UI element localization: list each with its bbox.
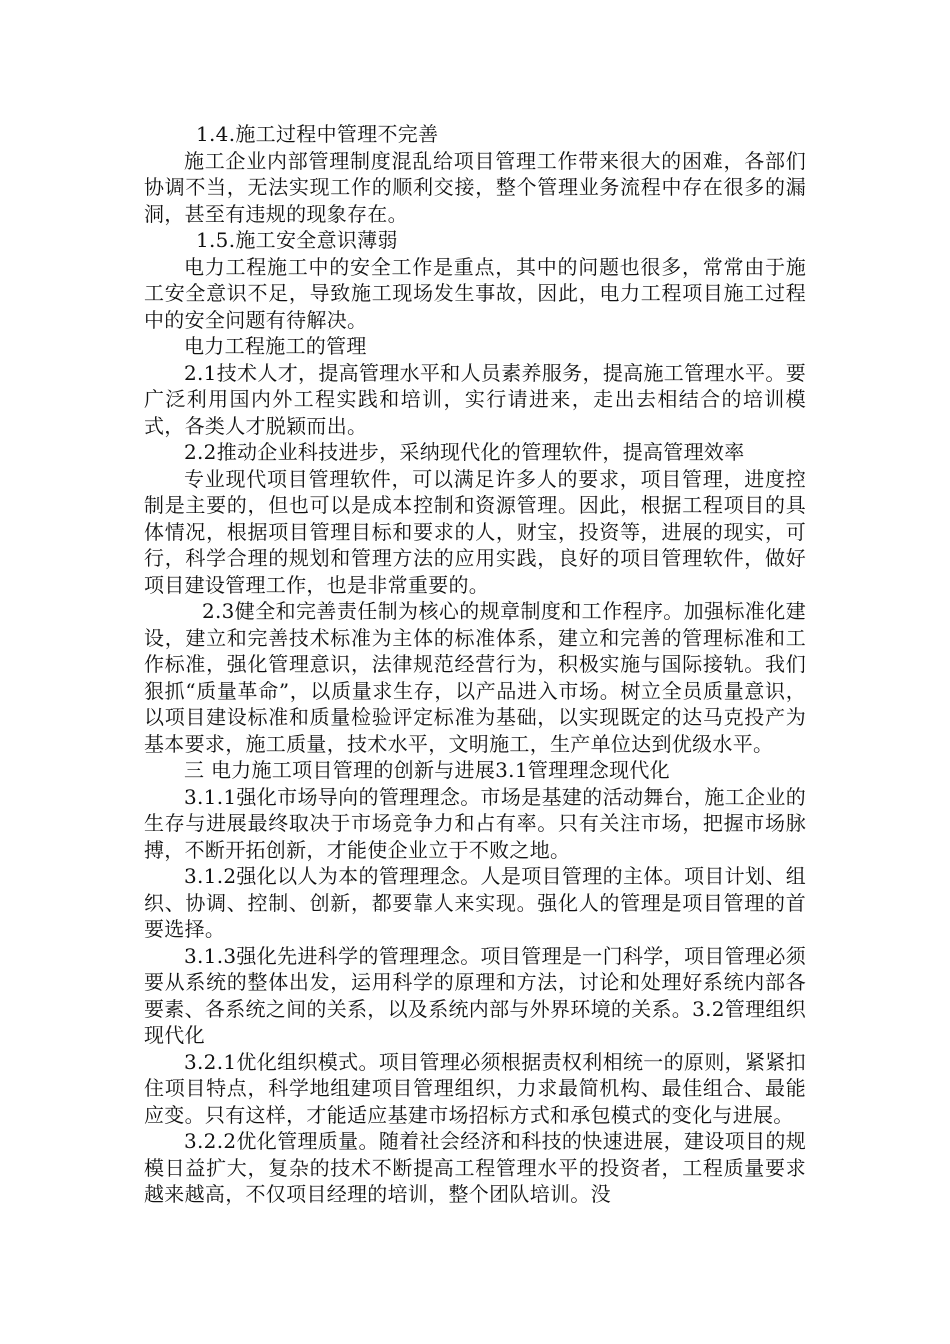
- section-heading-1-5: 1.5.施工安全意识薄弱: [196, 228, 398, 252]
- section-heading-2: 电力工程施工的管理: [184, 334, 367, 358]
- paragraph: 电力工程施工中的安全工作是重点，其中的问题也很多，常常由于施工安全意识不足，导致施工现场发生事故，因此，电力工程项目施工过程中的安全问题有待解决。: [144, 254, 806, 332]
- section-heading-3: 三 电力施工项目管理的创新与进展3.1管理理念现代化: [184, 758, 670, 782]
- paragraph: 2.1技术人才，提高管理水平和人员素养服务，提高施工管理水平。要广泛利用国内外工程实践和培训，实行请进来，走出去相结合的培训模式，各类人才脱颖而出。: [144, 360, 806, 438]
- paragraph: 3.2.1优化组织模式。项目管理必须根据责权利相统一的原则，紧紧扣住项目特点，科学地组建项目管理组织，力求最简机构、最佳组合、最能应变。只有这样，才能适应基建市场招标方式和承包模式的变化与进展。: [144, 1049, 806, 1127]
- section-heading-1-4: 1.4.施工过程中管理不完善: [196, 122, 439, 146]
- paragraph: 2.3健全和完善责任制为核心的规章制度和工作程序。加强标准化建设，建立和完善技术标准为主体的标准体系，建立和完善的管理标准和工作标准，强化管理意识，法律规范经营行为，积极实施与国际接轨。我们狠抓“质量革命”，以质量求生存，以产品进入市场。树立全员质量意识，以项目建设标准和质量检验评定标准为基础，以实现既定的达马克投产为基本要求，施工质量，技术水平，文明施工，生产单位达到优级水平。: [144, 599, 806, 756]
- paragraph: 3.1.1强化市场导向的管理理念。市场是基建的活动舞台，施工企业的生存与进展最终取决于市场竞争力和占有率。只有关注市场，把握市场脉搏，不断开拓创新，才能使企业立于不败之地。: [144, 784, 806, 862]
- paragraph: 3.1.3强化先进科学的管理理念。项目管理是一门科学，项目管理必须要从系统的整体出发，运用科学的原理和方法，讨论和处理好系统内部各要素、各系统之间的关系，以及系统内部与外界环境的关系。3.2管理组织现代化: [144, 943, 807, 1047]
- paragraph: 3.2.2优化管理质量。随着社会经济和科技的快速进展，建设项目的规模日益扩大，复杂的技术不断提高工程管理水平的投资者，工程质量要求越来越高，不仅项目经理的培训，整个团队培训。没: [144, 1129, 806, 1206]
- paragraph: 3.1.2强化以人为本的管理理念。人是项目管理的主体。项目计划、组织、协调、控制、创新，都要靠人来实现。强化人的管理是项目管理的首要选择。: [144, 864, 806, 941]
- paragraph: 2.2推动企业科技进步，采纳现代化的管理软件，提高管理效率: [184, 440, 745, 464]
- document-body: [144, 121, 806, 1208]
- paragraph: 施工企业内部管理制度混乱给项目管理工作带来很大的困难，各部们协调不当，无法实现工作的顺利交接，整个管理业务流程中存在很多的漏洞，甚至有违规的现象存在。: [144, 148, 806, 226]
- paragraph: 专业现代项目管理软件，可以满足许多人的要求，项目管理，进度控制是主要的，但也可以是成本控制和资源管理。因此，根据工程项目的具体情况，根据项目管理目标和要求的人，财宝，投资等，进展的现实，可行，科学合理的规划和管理方法的应用实践，良好的项目管理软件，做好项目建设管理工作，也是非常重要的。: [144, 466, 806, 597]
